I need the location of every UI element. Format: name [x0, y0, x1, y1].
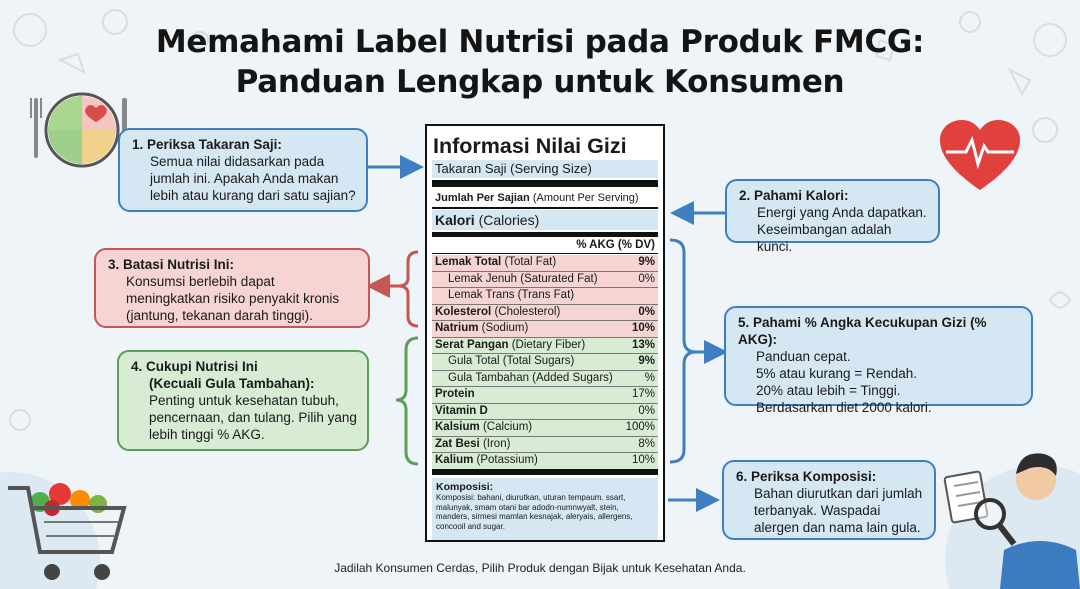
tip-akg-heading: 5. Pahami % Angka Kecukupan Gizi (% AKG): — [738, 315, 987, 347]
footer-tagline: Jadilah Konsumen Cerdas, Pilih Produk dengan Bijak untuk Kesehatan Anda. — [334, 561, 746, 575]
akg-bracket — [670, 240, 696, 462]
nutrient-row — [432, 272, 658, 288]
tip-box-limit — [94, 248, 370, 328]
nutrient-dv-value: 100% — [625, 421, 655, 433]
nutrient-name: Kalsium — [435, 421, 480, 433]
tip-serving-heading: 1. Periksa Takaran Saji: — [132, 137, 282, 152]
thick-rule-1 — [432, 180, 658, 187]
nutrient-dv-value: 13% — [631, 338, 655, 351]
nutrient-name-en: (Sodium) — [478, 322, 529, 334]
nutrient-name-en: (Dietary Fiber) — [508, 338, 586, 351]
thick-rule-5 — [432, 469, 658, 475]
nutrient-name-en: Gula Tambahan (Added Sugars) — [448, 371, 613, 384]
tip-limit-heading: 3. Batasi Nutrisi Ini: — [108, 257, 235, 272]
nutrient-row — [432, 338, 658, 354]
tip-akg-line-1: Panduan cepat. — [756, 349, 851, 364]
nutrient-name: Kolesterol — [435, 305, 492, 318]
dv-header: % AKG (% DV) — [576, 239, 655, 251]
nutrient-name-en: Lemak Trans (Trans Fat) — [448, 289, 575, 301]
nutrient-row — [432, 288, 658, 304]
composition-heading: Komposisi: — [436, 481, 494, 493]
nutrient-name: Lemak Total — [435, 256, 502, 268]
nutrient-name: Protein — [435, 388, 475, 400]
composition-text: Komposisi: bahani, diurutkan, uturan tempaum. ssart, malunyak, smam otani bar adodn-numnwyalt, stein, manders, sirmesi mamlan kesnajak, aleryais, allergens, concooil and sugar. — [436, 493, 633, 531]
limit-bracket — [398, 252, 418, 326]
nutrient-name-en: (Cholesterol) — [491, 305, 561, 318]
nutrient-dv-value: 9% — [638, 355, 655, 367]
tip-limit-body: Konsumsi berlebih dapat meningkatkan risiko penyakit kronis (jantung, tekanan darah tinggi). — [126, 274, 340, 323]
plate-icon — [30, 90, 130, 170]
nutrient-dv-value: 10% — [631, 454, 655, 466]
nutrient-row — [432, 437, 658, 453]
nutrient-name-en: (Iron) — [479, 437, 511, 450]
tip-box-composition — [722, 460, 936, 540]
tip-box-sufficient — [117, 350, 369, 451]
calories-row — [432, 210, 658, 230]
nutrient-name-en: Lemak Jenuh (Saturated Fat) — [448, 272, 598, 285]
nutrient-row — [432, 255, 658, 271]
tip-sufficient-body: Penting untuk kesehatan tubuh, pencernaan, dan tulang. Pilih yang lebih tinggi % AKG. — [149, 393, 357, 442]
nutrient-row — [432, 354, 658, 370]
page-subtitle: Panduan Lengkap untuk Konsumen — [235, 64, 845, 100]
tip-composition-body: Bahan diurutkan dari jumlah terbanyak. Waspadai alergen dan nama lain gula. — [754, 486, 923, 535]
nutrient-dv-value: 17% — [631, 388, 655, 400]
nutrient-row — [432, 321, 658, 337]
label-heading: Informasi Nilai Gizi — [433, 134, 627, 158]
nutrient-name-en: (Total Fat) — [501, 256, 557, 268]
nutrient-name: Kalium — [435, 454, 474, 466]
nutrient-row — [432, 305, 658, 321]
tip-sufficient-heading-2: (Kecuali Gula Tambahan): — [149, 376, 315, 391]
tip-sufficient-heading-1: 4. Cukupi Nutrisi Ini — [131, 359, 258, 374]
rule-2 — [432, 207, 658, 209]
nutrient-name: Vitamin D — [435, 404, 488, 417]
tip-akg-line-3: 20% atau lebih = Tinggi. — [756, 383, 901, 398]
tip-calories-heading: 2. Pahami Kalori: — [739, 188, 849, 203]
amount-label: Jumlah Per Sajian — [435, 192, 530, 204]
composition-section — [432, 478, 658, 540]
nutrient-row — [432, 453, 658, 469]
nutrient-name: Serat Pangan — [435, 338, 509, 351]
nutrient-row — [432, 404, 658, 420]
nutrient-row — [432, 387, 658, 403]
nutrient-dv-value: 9% — [638, 256, 655, 268]
nutrient-name: Zat Besi — [435, 437, 480, 450]
nutrient-name-en: (Calcium) — [479, 421, 533, 433]
nutrient-name-en: Gula Total (Total Sugars) — [448, 355, 575, 367]
tip-box-calories — [725, 179, 940, 254]
nutrient-name: Natrium — [435, 322, 479, 334]
amount-per-serving-row — [432, 190, 658, 206]
nutrient-dv-value: % — [644, 371, 655, 384]
tip-box-serving — [118, 128, 368, 212]
nutrient-dv-value: 0% — [638, 404, 655, 417]
calories-label: Kalori — [435, 212, 475, 228]
tip-serving-body: Semua nilai didasarkan pada jumlah ini. Apakah Anda makan lebih atau kurang dari satu sajian? — [150, 154, 356, 203]
tip-calories-body: Energi yang Anda dapatkan. Keseimbangan adalah kunci. — [757, 205, 927, 254]
tip-box-akg — [724, 306, 1033, 415]
nutrient-dv-value: 10% — [631, 322, 655, 334]
tip-composition-heading: 6. Periksa Komposisi: — [736, 469, 877, 484]
nutrition-facts-label — [425, 124, 665, 542]
amount-label-en: (Amount Per Serving) — [529, 192, 639, 204]
nutrient-name-en: (Potassium) — [473, 454, 538, 466]
calories-label-en: (Calories) — [474, 212, 540, 228]
tip-akg-line-4: Berdasarkan diet 2000 kalori. — [756, 400, 932, 415]
serving-size-row: Takaran Saji (Serving Size) — [432, 160, 658, 178]
tip-akg-line-2: 5% atau kurang = Rendah. — [756, 366, 917, 381]
nutrient-dv-value: 0% — [638, 305, 655, 318]
nutrient-row — [432, 420, 658, 436]
sufficient-bracket — [396, 338, 418, 464]
nutrient-row — [432, 371, 658, 387]
rule-4 — [432, 253, 658, 254]
nutrient-dv-value: 0% — [638, 272, 655, 285]
page-title: Memahami Label Nutrisi pada Produk FMCG: — [155, 24, 925, 60]
heart-pulse-icon — [938, 118, 1022, 194]
nutrient-dv-value: 8% — [638, 437, 655, 450]
